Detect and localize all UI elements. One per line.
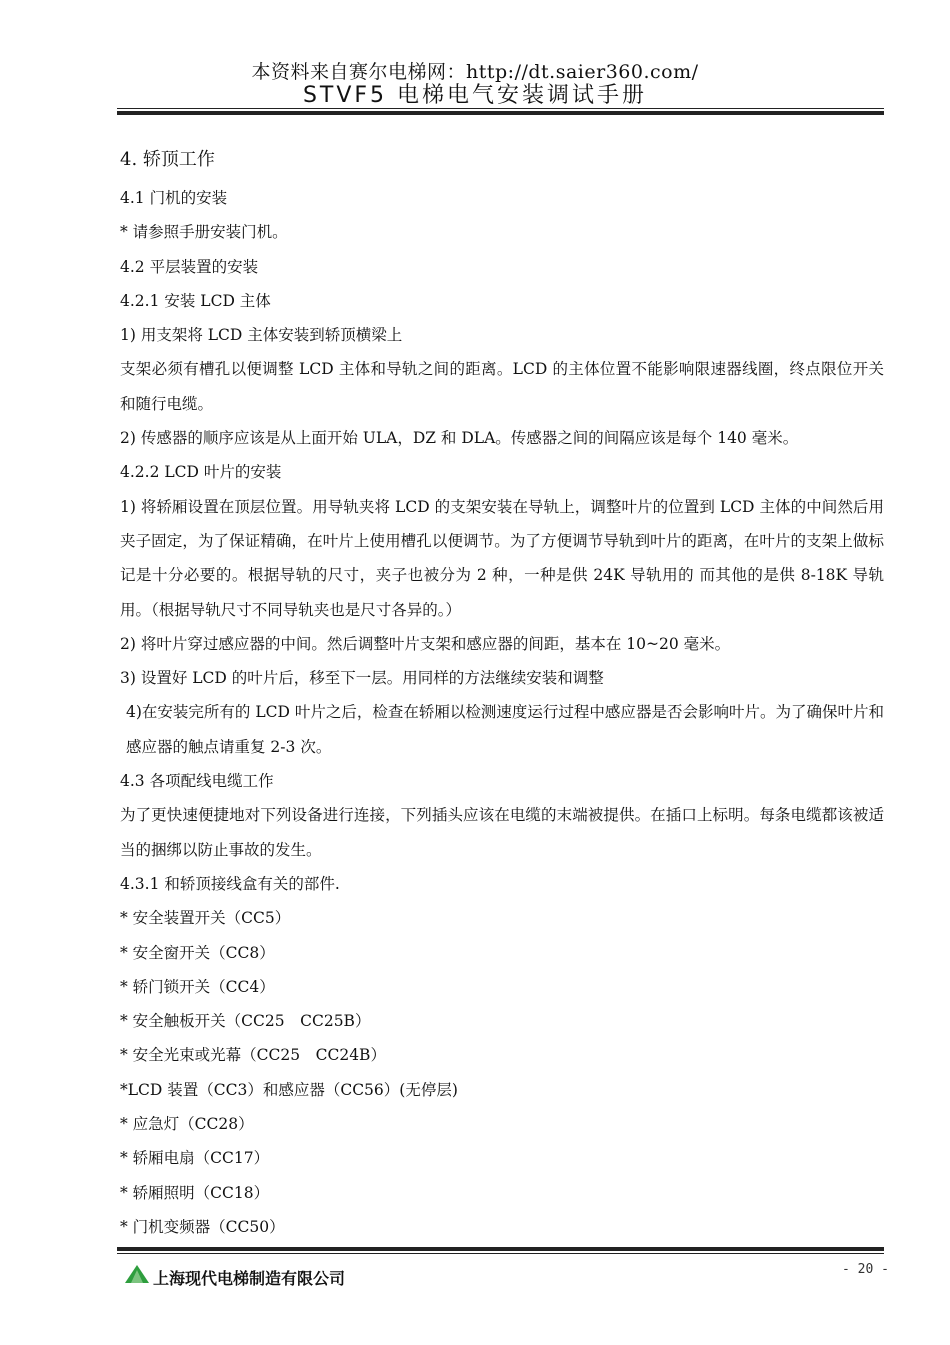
list-item: * 轿厢照明（CC18） — [120, 1183, 270, 1202]
header-rule-thick — [117, 111, 884, 115]
list-item: * 轿厢电扇（CC17） — [120, 1149, 270, 1168]
green-triangle-logo-icon — [125, 1265, 149, 1283]
subheading-junction-box: 4.3.1 和轿顶接线盒有关的部件. — [120, 874, 340, 893]
step-leaf-through-sensor: 2) 将叶片穿过感应器的中间。然后调整叶片支架和感应器的间距，基本在 10~20 毫米。 — [120, 634, 731, 653]
paragraph-leaf-install: 1) 将轿厢设置在顶层位置。用导轨夹将 LCD 的支架安装在导轨上，调整叶片的位置到 LCD 主体的中间然后用夹子固定，为了保证精确，在叶片上使用槽孔以便调节。为了方便调节导轨到叶片的距离，在叶片的支架上做标记是十分必要的。根据导轨的尺寸，夹子也被分为 2 种，一种是供 24K 导轨用的 而其他的是供 8-18K 导轨用。（根据导轨尺寸不同导轨夹也是尺寸各异的。） — [120, 497, 884, 619]
subheading-lcd-leaf: 4.2.2 LCD 叶片的安装 — [120, 463, 282, 482]
list-item: * 安全光束或光幕（CC25 CC24B） — [120, 1046, 386, 1065]
company-name: 上海现代电梯制造有限公司 — [153, 1269, 346, 1288]
subheading-wiring: 4.3 各项配线电缆工作 — [120, 772, 274, 791]
step-next-floor: 3) 设置好 LCD 的叶片后，移至下一层。用同样的方法继续安装和调整 — [120, 669, 604, 688]
list-item: * 应急灯（CC28） — [120, 1115, 254, 1134]
bullet-see-manual: * 请参照手册安装门机。 — [120, 223, 288, 242]
header-rule — [117, 108, 884, 109]
paragraph-bracket: 支架必须有槽孔以便调整 LCD 主体和导轨之间的距离。LCD 的主体位置不能影响限速器线圈，终点限位开关和随行电缆。 — [120, 360, 884, 413]
subheading-lcd-body: 4.2.1 安装 LCD 主体 — [120, 291, 271, 310]
page-body — [120, 143, 884, 1244]
list-item: * 安全窗开关（CC8） — [120, 943, 275, 962]
list-item: * 门机变频器（CC50） — [120, 1217, 285, 1236]
paragraph-check-leaf: 4)在安装完所有的 LCD 叶片之后，检查在轿厢以检测速度运行过程中感应器是否会影响叶片。为了确保叶片和感应器的触点请重复 2-3 次。 — [126, 703, 884, 756]
section-heading: 4. 轿顶工作 — [120, 149, 215, 170]
footer-rule-thick — [117, 1247, 884, 1251]
step-mount-lcd: 1) 用支架将 LCD 主体安装到轿顶横梁上 — [120, 326, 403, 345]
list-item: *LCD 装置（CC3）和感应器（CC56）(无停层) — [120, 1080, 458, 1099]
step-sensor-order: 2) 传感器的顺序应该是从上面开始 ULA，DZ 和 DLA。传感器之间的间隔应该是每个 140 毫米。 — [120, 429, 799, 448]
subheading-door-machine: 4.1 门机的安装 — [120, 189, 228, 207]
list-item: * 安全装置开关（CC5） — [120, 909, 291, 928]
footer-rule — [117, 1253, 884, 1254]
manual-title: STVF5 电梯电气安装调试手册 — [302, 83, 648, 108]
list-item: * 轿门锁开关（CC4） — [120, 977, 275, 996]
page-number: - 20 - — [842, 1262, 889, 1277]
list-item: * 安全触板开关（CC25 CC25B） — [120, 1012, 371, 1031]
paragraph-wiring: 为了更快速便捷地对下列设备进行连接，下列插头应该在电缆的末端被提供。在插口上标明。每条电缆都该被适当的捆绑以防止事故的发生。 — [120, 806, 884, 859]
subheading-leveling-device: 4.2 平层装置的安装 — [120, 257, 259, 276]
source-line: 本资料来自赛尔电梯网：http://dt.saier360.com/ — [251, 61, 699, 83]
